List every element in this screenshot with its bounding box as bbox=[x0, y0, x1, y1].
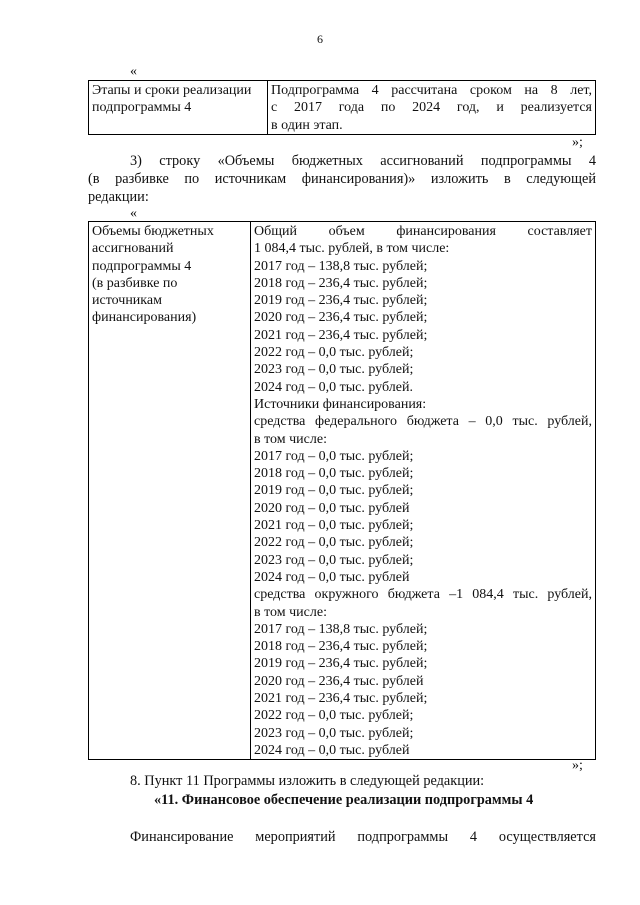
funding-label-line-2: ассигнований bbox=[92, 241, 174, 257]
funding-line: 2017 год – 0,0 тыс. рублей; bbox=[254, 448, 414, 464]
funding-line: 2022 год – 0,0 тыс. рублей; bbox=[254, 345, 414, 361]
open-quote-2: « bbox=[130, 206, 137, 221]
stages-value-cell bbox=[268, 81, 596, 135]
funding-line: 2019 год – 0,0 тыс. рублей; bbox=[254, 483, 414, 499]
paragraph-3-line-1: 3) строку «Объемы бюджетных ассигнований подпрограммы 4 bbox=[130, 153, 596, 169]
funding-line: в том числе: bbox=[254, 604, 327, 620]
funding-line: 2020 год – 236,4 тыс. рублей; bbox=[254, 310, 428, 326]
paragraph-3-line-3: редакции: bbox=[88, 189, 149, 205]
last-paragraph: Финансирование мероприятий подпрограммы 4 осуществляется bbox=[130, 829, 596, 845]
funding-label-line-1: Объемы бюджетных bbox=[92, 224, 214, 239]
funding-line: 2022 год – 0,0 тыс. рублей; bbox=[254, 708, 414, 724]
funding-line: 2018 год – 0,0 тыс. рублей; bbox=[254, 466, 414, 482]
funding-line: средства окружного бюджета –1 084,4 тыс. рублей, bbox=[254, 587, 592, 603]
close-quote-1: »; bbox=[572, 135, 583, 150]
funding-line: 2019 год – 236,4 тыс. рублей; bbox=[254, 656, 428, 672]
funding-line: 2024 год – 0,0 тыс. рублей bbox=[254, 569, 410, 585]
stages-label-cell bbox=[89, 81, 268, 135]
funding-line: 2024 год – 0,0 тыс. рублей. bbox=[254, 379, 413, 395]
stages-label: Этапы и сроки реализации подпрограммы 4 bbox=[92, 83, 252, 116]
funding-line: 1 084,4 тыс. рублей, в том числе: bbox=[254, 241, 450, 257]
funding-line: 2022 год – 0,0 тыс. рублей; bbox=[254, 535, 414, 551]
funding-line: 2018 год – 236,4 тыс. рублей; bbox=[254, 275, 428, 291]
funding-line: Общий объем финансирования составляет bbox=[254, 224, 592, 239]
funding-line: 2019 год – 236,4 тыс. рублей; bbox=[254, 293, 428, 309]
paragraph-3 bbox=[88, 152, 596, 206]
funding-label-cell bbox=[89, 222, 251, 760]
stages-line-2: с 2017 года по 2024 год, и реализуется bbox=[271, 100, 592, 116]
funding-line: 2023 год – 0,0 тыс. рублей; bbox=[254, 552, 414, 568]
funding-line: средства федерального бюджета – 0,0 тыс. рублей, bbox=[254, 414, 592, 430]
funding-label-line-6: финансирования) bbox=[92, 310, 197, 326]
funding-line: 2021 год – 0,0 тыс. рублей; bbox=[254, 518, 414, 534]
funding-line: 2017 год – 138,8 тыс. рублей; bbox=[254, 621, 428, 637]
funding-line: 2020 год – 0,0 тыс. рублей bbox=[254, 500, 410, 516]
funding-line: 2023 год – 0,0 тыс. рублей; bbox=[254, 362, 414, 378]
close-quote-2: »; bbox=[572, 758, 583, 773]
stages-line-1: Подпрограмма 4 рассчитана сроком на 8 лет, bbox=[271, 83, 592, 98]
stages-line-3: в один этап. bbox=[271, 117, 343, 133]
funding-value-cell bbox=[251, 222, 596, 760]
page-number: 6 bbox=[317, 32, 323, 46]
funding-line: в том числе: bbox=[254, 431, 327, 447]
funding-line: 2021 год – 236,4 тыс. рублей; bbox=[254, 691, 428, 707]
funding-line: 2021 год – 236,4 тыс. рублей; bbox=[254, 327, 428, 343]
funding-line: 2024 год – 0,0 тыс. рублей bbox=[254, 742, 410, 758]
funding-line: 2023 год – 0,0 тыс. рублей; bbox=[254, 725, 414, 741]
funding-label-line-4: (в разбивке по bbox=[92, 275, 178, 291]
funding-line: 2017 год – 138,8 тыс. рублей; bbox=[254, 258, 428, 274]
funding-line: Источники финансирования: bbox=[254, 396, 427, 412]
funding-line: 2020 год – 236,4 тыс. рублей bbox=[254, 673, 424, 689]
funding-label-line-5: источникам bbox=[92, 293, 162, 309]
open-quote-1: « bbox=[130, 64, 137, 79]
funding-line: 2018 год – 236,4 тыс. рублей; bbox=[254, 639, 428, 655]
paragraph-3-line-2: (в разбивке по источникам финансирования)» изложить в следующей bbox=[88, 171, 596, 187]
paragraph-8: 8. Пункт 11 Программы изложить в следующей редакции: bbox=[130, 773, 485, 789]
section-11-heading: «11. Финансовое обеспечение реализации подпрограммы 4 bbox=[154, 792, 534, 808]
funding-table bbox=[88, 221, 596, 760]
funding-label-line-3: подпрограммы 4 bbox=[92, 258, 192, 274]
stages-table bbox=[88, 80, 596, 135]
